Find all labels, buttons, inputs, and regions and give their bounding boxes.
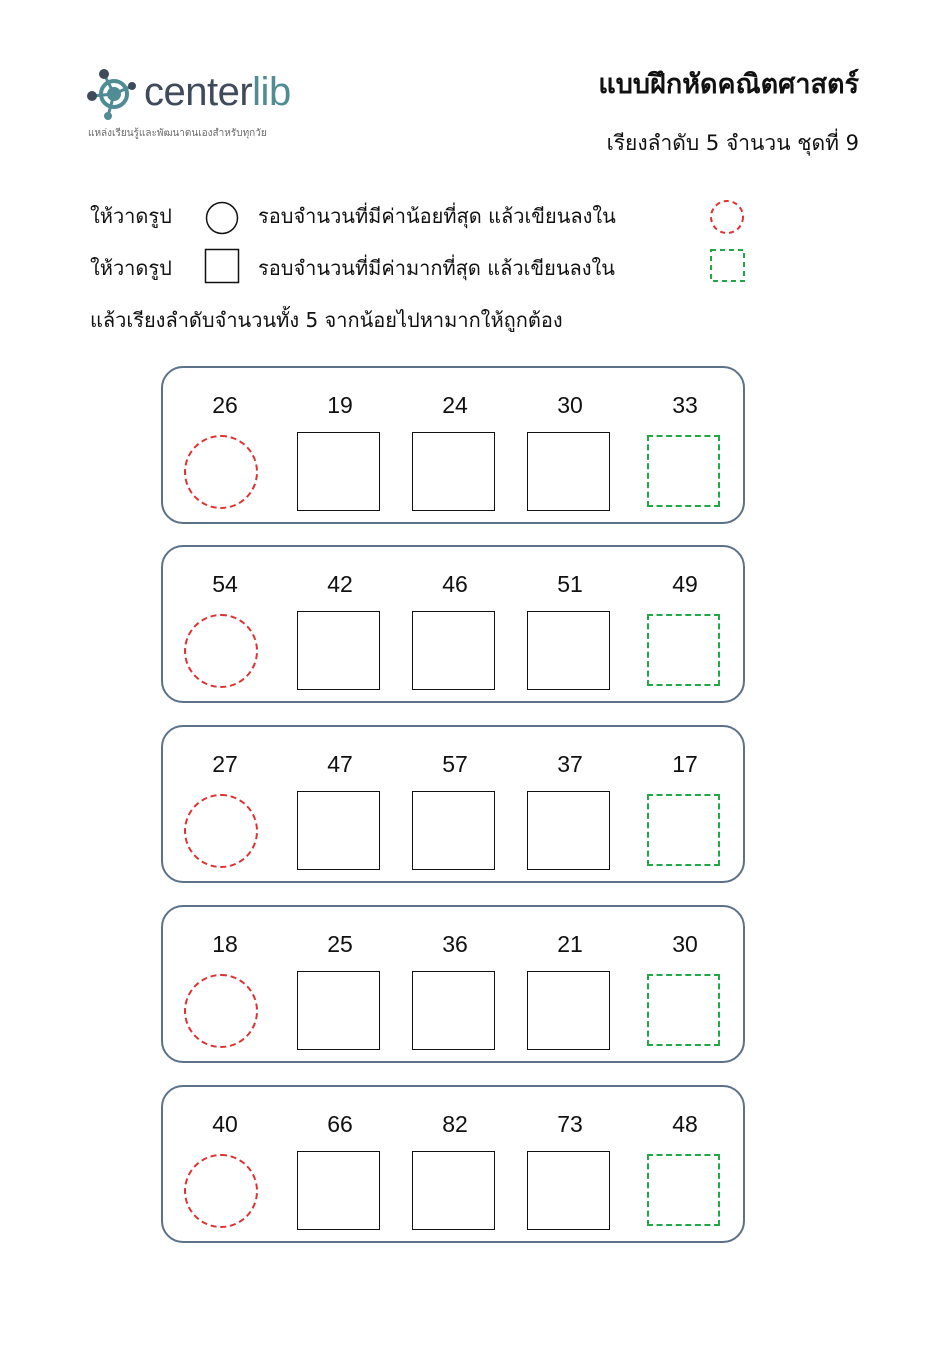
answer-box-4[interactable] — [527, 791, 610, 870]
answer-box-3[interactable] — [412, 971, 495, 1050]
number-5: 48 — [672, 1111, 698, 1137]
number-3: 36 — [442, 931, 468, 957]
number-5: 17 — [672, 751, 698, 777]
number-1: 27 — [212, 751, 238, 777]
problem-card-4 — [161, 905, 745, 1063]
min-answer-circle[interactable] — [184, 794, 258, 868]
number-5: 49 — [672, 571, 698, 597]
number-3: 46 — [442, 571, 468, 597]
problem-card-2 — [161, 545, 745, 703]
number-2: 19 — [327, 392, 353, 418]
number-4: 37 — [557, 751, 583, 777]
problem-card-5 — [161, 1085, 745, 1243]
answer-box-3[interactable] — [412, 611, 495, 690]
instruction-line-2 — [90, 252, 770, 282]
number-1: 18 — [212, 931, 238, 957]
answer-box-3[interactable] — [412, 1151, 495, 1230]
number-4: 73 — [557, 1111, 583, 1137]
logo-molecule-icon — [86, 66, 146, 126]
instruction-1-lead: ให้วาดรูป — [90, 204, 172, 228]
instruction-2-lead: ให้วาดรูป — [90, 256, 172, 280]
logo-tagline: แหล่งเรียนรู้และพัฒนาตนเองสำหรับทุกวัย — [88, 128, 267, 139]
page-subtitle: เรียงลำดับ 5 จำนวน ชุดที่ 9 — [606, 131, 859, 155]
number-3: 57 — [442, 751, 468, 777]
number-2: 25 — [327, 931, 353, 957]
problem-card-1 — [161, 366, 745, 524]
number-4: 30 — [557, 392, 583, 418]
number-3: 82 — [442, 1111, 468, 1137]
page-title: แบบฝึกหัดคณิตศาสตร์ — [598, 69, 859, 100]
square-shape-icon — [204, 248, 240, 284]
number-4: 21 — [557, 931, 583, 957]
answer-box-2[interactable] — [297, 611, 380, 690]
instruction-1-text: รอบจำนวนที่มีค่าน้อยที่สุด แล้วเขียนลงใน — [258, 204, 616, 228]
number-5: 30 — [672, 931, 698, 957]
max-answer-square[interactable] — [647, 614, 720, 686]
max-answer-square[interactable] — [647, 435, 720, 507]
max-answer-square[interactable] — [647, 974, 720, 1046]
answer-box-2[interactable] — [297, 1151, 380, 1230]
number-1: 54 — [212, 571, 238, 597]
min-answer-circle[interactable] — [184, 614, 258, 688]
answer-box-3[interactable] — [412, 432, 495, 511]
instruction-line-1 — [90, 200, 770, 230]
answer-box-2[interactable] — [297, 971, 380, 1050]
number-3: 24 — [442, 392, 468, 418]
answer-box-4[interactable] — [527, 611, 610, 690]
number-2: 42 — [327, 571, 353, 597]
number-2: 47 — [327, 751, 353, 777]
answer-box-2[interactable] — [297, 432, 380, 511]
number-1: 40 — [212, 1111, 238, 1137]
min-answer-circle[interactable] — [184, 974, 258, 1048]
logo — [86, 66, 346, 146]
logo-wordmark — [144, 70, 291, 115]
number-1: 26 — [212, 392, 238, 418]
dashed-red-circle-icon — [707, 199, 747, 235]
answer-box-2[interactable] — [297, 791, 380, 870]
logo-text-lib: lib — [252, 70, 291, 114]
max-answer-square[interactable] — [647, 794, 720, 866]
dashed-green-square-icon — [709, 248, 747, 284]
logo-text-center: center — [144, 70, 253, 114]
answer-box-3[interactable] — [412, 791, 495, 870]
instruction-line-3: แล้วเรียงลำดับจำนวนทั้ง 5 จากน้อยไปหามากให้ถูกต้อง — [90, 308, 563, 332]
answer-box-4[interactable] — [527, 1151, 610, 1230]
max-answer-square[interactable] — [647, 1154, 720, 1226]
number-2: 66 — [327, 1111, 353, 1137]
answer-box-4[interactable] — [527, 432, 610, 511]
answer-box-4[interactable] — [527, 971, 610, 1050]
instruction-2-text: รอบจำนวนที่มีค่ามากที่สุด แล้วเขียนลงใน — [258, 256, 615, 280]
number-5: 33 — [672, 392, 698, 418]
circle-shape-icon — [204, 201, 240, 235]
problem-card-3 — [161, 725, 745, 883]
min-answer-circle[interactable] — [184, 1154, 258, 1228]
min-answer-circle[interactable] — [184, 435, 258, 509]
number-4: 51 — [557, 571, 583, 597]
